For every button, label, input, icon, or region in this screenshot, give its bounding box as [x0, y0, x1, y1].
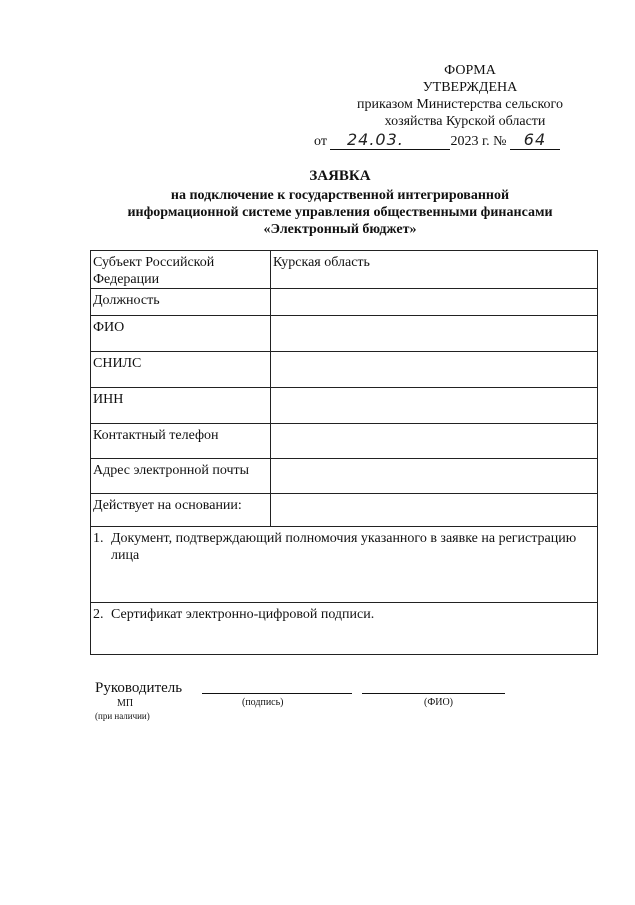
signature-caption: (подпись) [242, 697, 284, 708]
order-number-field [510, 130, 560, 150]
document-text: Документ, подтверждающий полномочия указанного в заявке на регистрацию лица [111, 531, 577, 563]
table-row [91, 494, 598, 527]
approval-order-line: приказом Министерства сельского [357, 97, 563, 112]
field-value[interactable] [271, 494, 598, 527]
field-label: Должность [91, 289, 271, 316]
application-form-table [90, 250, 598, 655]
document-number: 1. [93, 531, 104, 546]
field-label: СНИЛС [91, 352, 271, 388]
field-label: Субъект Российской Федерации [91, 251, 271, 289]
order-date-field [330, 130, 420, 150]
approval-approved-label: УТВЕРЖДЕНА [422, 80, 518, 95]
seal-label: МП [116, 698, 134, 709]
approval-form-label: ФОРМА [444, 63, 496, 78]
title-sub-2: информационной системе управления общественными финансами [127, 205, 553, 220]
order-number-handwritten: 64 [523, 130, 547, 149]
field-value[interactable] [271, 352, 598, 388]
title-sub-1: на подключение к государственной интегрированной [170, 188, 510, 203]
field-value[interactable] [271, 289, 598, 316]
signature-head-label: Руководитель [95, 680, 183, 696]
field-label: ИНН [91, 388, 271, 424]
field-label: Действует на основании: [91, 494, 271, 527]
title-main: ЗАЯВКА [309, 168, 371, 184]
table-row [91, 251, 598, 289]
order-year-label: 2023 г. № [450, 134, 507, 149]
document-row [91, 527, 598, 603]
document-text: Сертификат электронно-цифровой подписи. [111, 607, 375, 622]
approval-stamp [300, 62, 600, 130]
name-caption: (ФИО) [424, 697, 454, 708]
document-item [91, 603, 598, 655]
from-label: от [314, 134, 327, 149]
title-sub-3: «Электронный бюджет» [263, 222, 417, 237]
order-date-field-tail [420, 133, 450, 150]
table-row [91, 316, 598, 352]
field-label: Адрес электронной почты [91, 459, 271, 494]
field-value[interactable]: Курская область [271, 251, 598, 289]
table-row [91, 388, 598, 424]
approval-ministry-line: хозяйства Курской области [384, 114, 546, 129]
field-label: ФИО [91, 316, 271, 352]
order-date-row [314, 130, 560, 150]
order-date-handwritten: 24.03. [346, 130, 404, 149]
field-label: Контактный телефон [91, 424, 271, 459]
table-row [91, 289, 598, 316]
document-title [80, 168, 600, 238]
field-value[interactable] [271, 316, 598, 352]
signature-block [92, 680, 612, 740]
table-row [91, 352, 598, 388]
field-value[interactable] [271, 424, 598, 459]
document-item [91, 527, 598, 603]
table-row [91, 424, 598, 459]
field-value[interactable] [271, 388, 598, 424]
seal-note: (при наличии) [95, 711, 150, 721]
signature-line[interactable] [202, 693, 352, 694]
field-value[interactable] [271, 459, 598, 494]
document-number: 2. [93, 607, 104, 622]
document-row [91, 603, 598, 655]
table-row [91, 459, 598, 494]
name-line[interactable] [362, 693, 505, 694]
